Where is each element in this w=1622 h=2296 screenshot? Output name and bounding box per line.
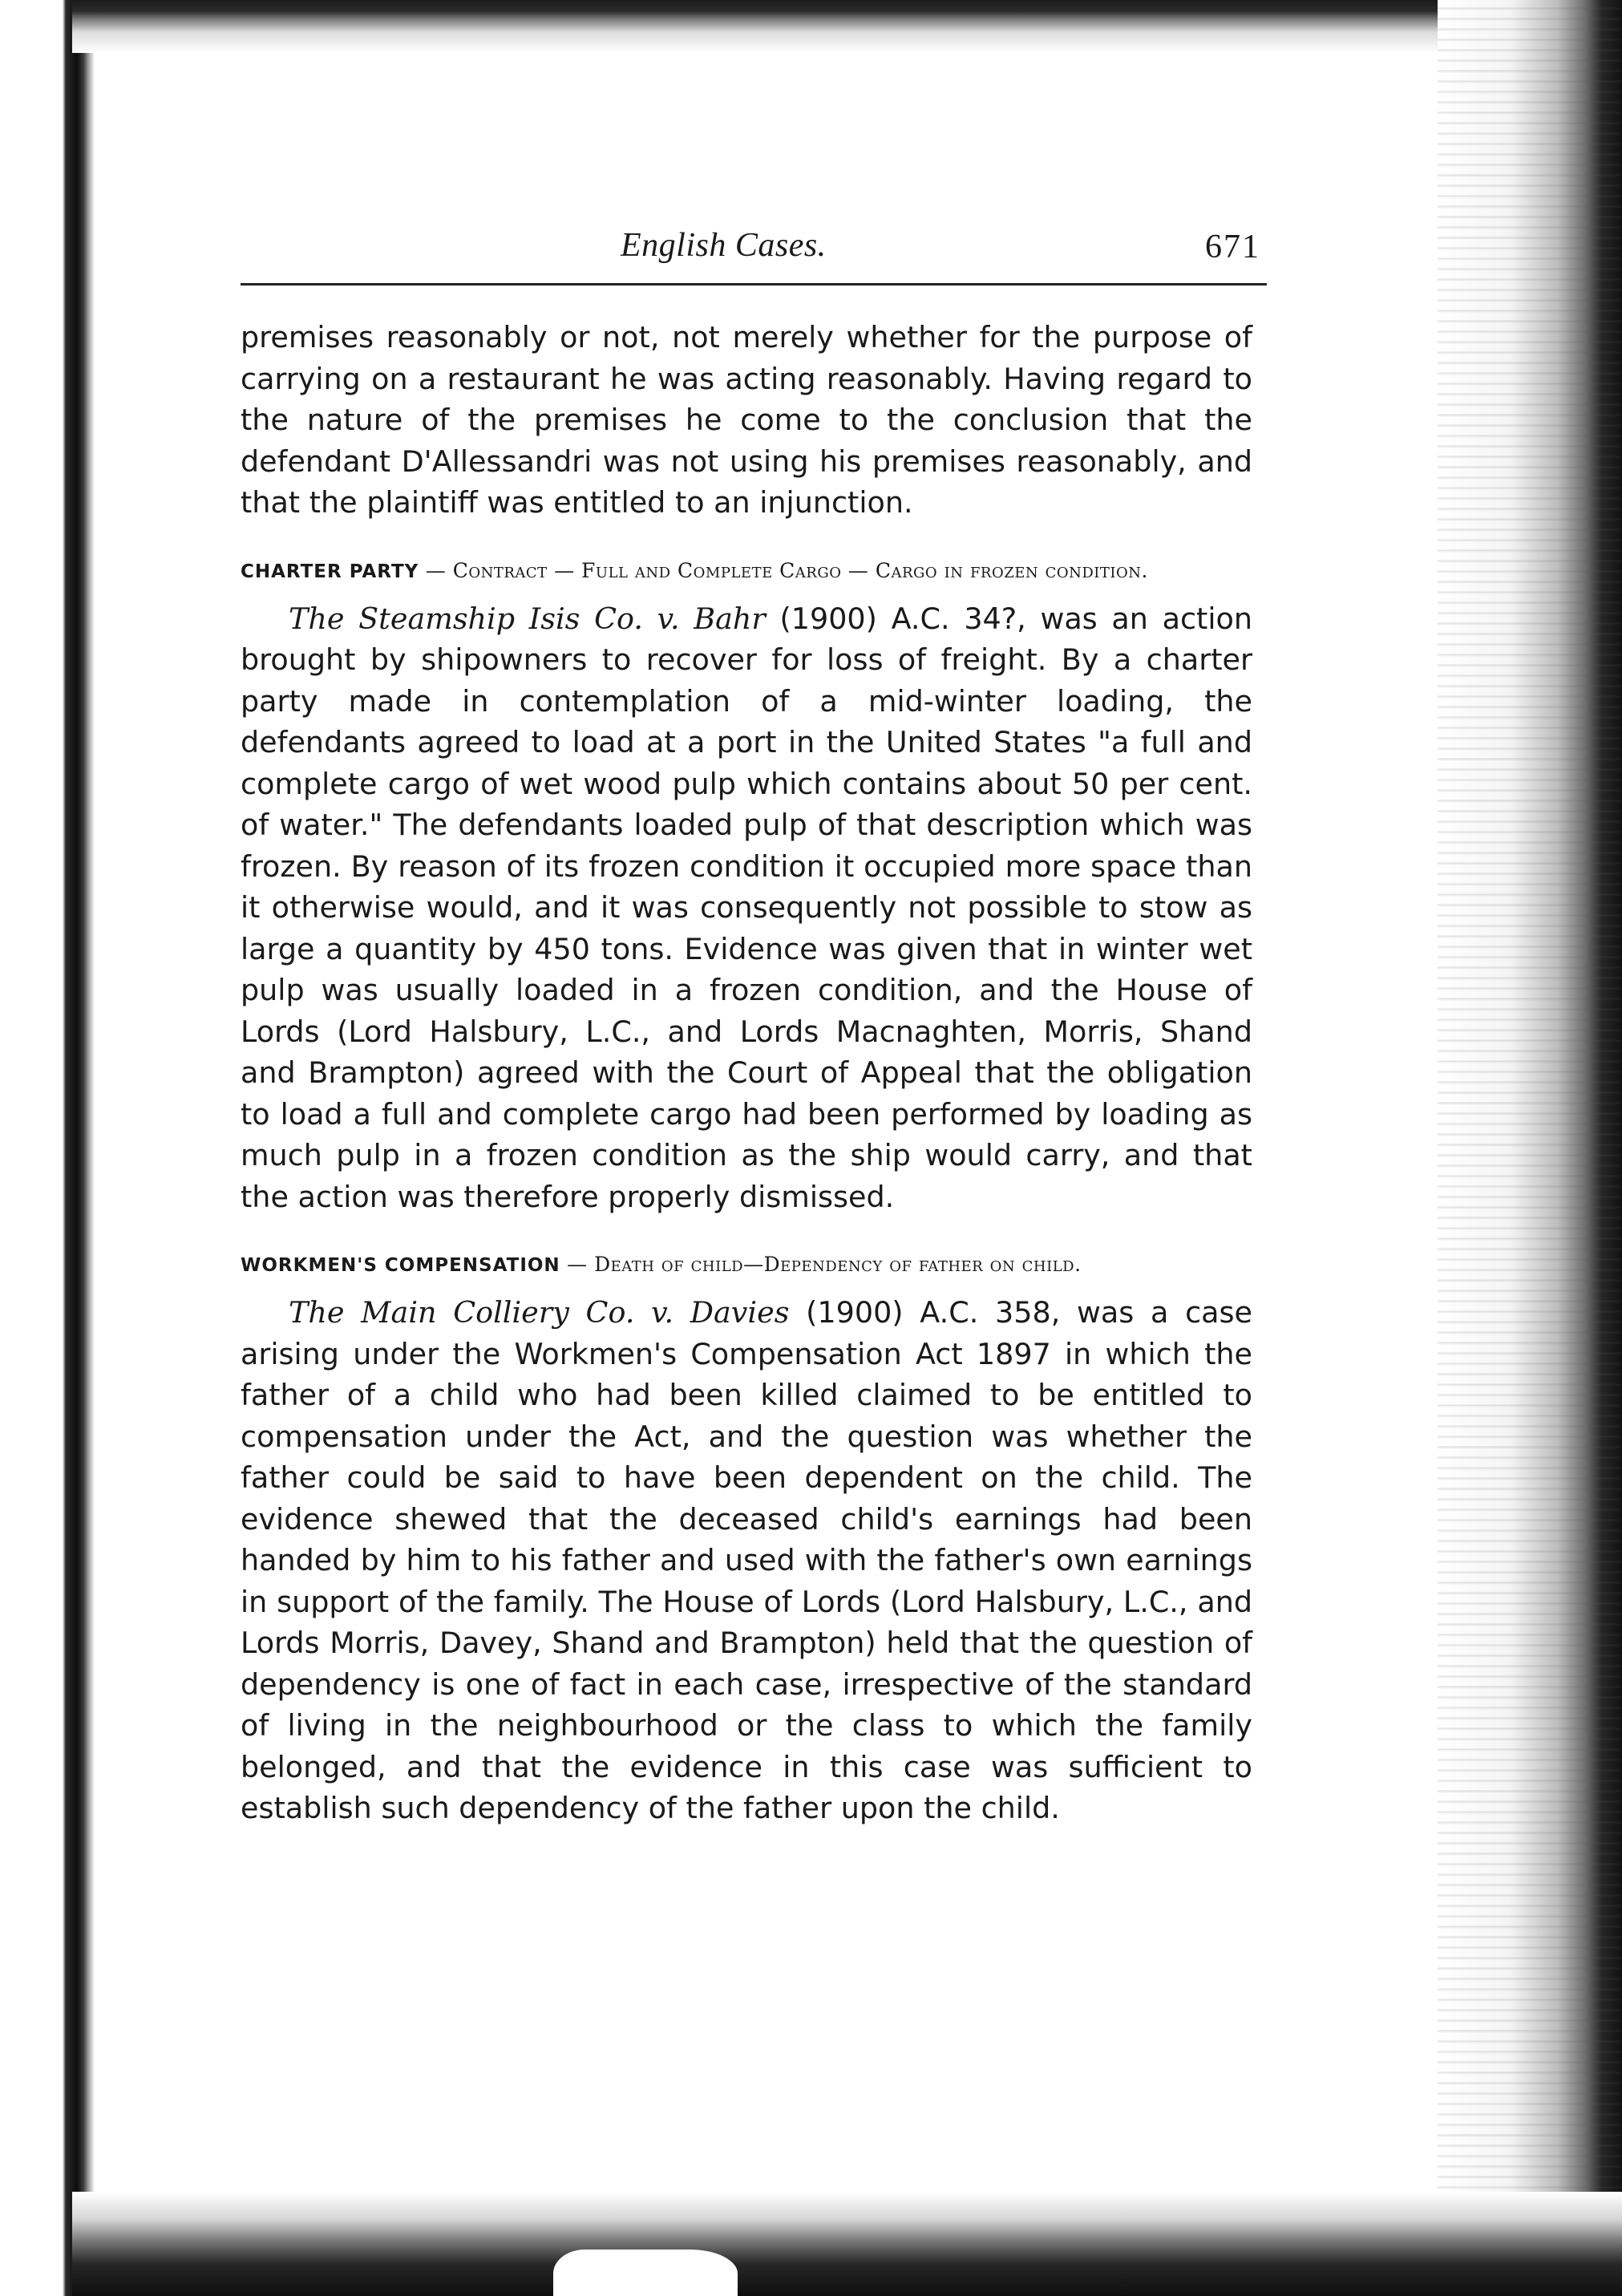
section-topic: CHARTER PARTY: [241, 561, 419, 582]
scan-top-edge: [72, 0, 1596, 53]
section-topic: WORKMEN'S COMPENSATION: [241, 1255, 560, 1276]
running-head: [241, 226, 1267, 282]
case-text: (1900) A.C. 358, was a case arising under the Workmen's Compensation Act 1897 in which the father of a child who had been killed claimed to be entitled to compensation under the Act, and the question was whether the father could be said to have been dependent on the child. The evidence shewed that the deceased child's earnings had been handed by him to his father and used with the father's own earnings in support of the family. The House of Lords (Lord Halsbury, L.C., and Lords Morris, Davey, Shand and Brampton) held that the question of dependency is one of fact in each case, irrespective of the standard of living in the neighbourhood or the class to which the family belonged, and that the evidence in this case was sufficient to establish such dependency of the father upon the child.: [241, 1295, 1253, 1825]
scan-right-edge: [1438, 0, 1622, 2296]
case-text: (1900) A.C. 34?, was an action brought by shipowners to recover for loss of freight. By a charter party made in contemplation of a mid-winter loading, the defendants agreed to load at a port in the United States "a full and complete cargo of wet wood pulp which contains about 50 per cent. of water." The defendants loaded pulp of that description which was frozen. By reason of its frozen condition it occupied more space than it otherwise would, and it was consequently not possible to stow as large a quantity by 450 tons. Evidence was given that in winter wet pulp was usually loaded in a frozen condition, and the House of Lords (Lord Halsbury, L.C., and Lords Macnaghten, Morris, Shand and Brampton) agreed with the Court of Appeal that the obligation to load a full and complete cargo had been performed by loading as much pulp in a frozen condition as the ship would carry, and that the action was therefore properly dismissed.: [241, 601, 1252, 1214]
running-title: English Cases.: [621, 227, 827, 264]
case-paragraph-main-colliery: [241, 1292, 1252, 1829]
section-heading-workmens-compensation: [241, 1251, 1252, 1279]
scan-bottom-edge: [72, 2192, 1622, 2296]
scan-left-edge: [0, 0, 95, 2296]
section-subtitle: — Death of child—Dependency of father on child.: [560, 1253, 1082, 1276]
case-name: The Steamship Isis Co. v. Bahr: [289, 601, 766, 636]
page-number: 671: [1205, 229, 1260, 265]
section-heading-charter-party: [241, 557, 1252, 585]
scan-bottom-blot: [553, 2249, 738, 2296]
case-name: The Main Colliery Co. v. Davies: [289, 1295, 790, 1330]
intro-paragraph: premises reasonably or not, not merely whether for the purpose of carrying on a restaurant he was acting reasonably. Having regard to the nature of the premises he come to the conclusion that the defendant D'Allessandri was not using his premises reasonably, and that the plaintiff was entitled to an injunction.: [241, 320, 1252, 520]
section-subtitle: — Contract — Full and Complete Cargo — Cargo in frozen condition.: [419, 558, 1148, 582]
header-rule: [241, 283, 1267, 285]
body-text: [241, 317, 1252, 1829]
case-paragraph-isis: [241, 598, 1252, 1218]
